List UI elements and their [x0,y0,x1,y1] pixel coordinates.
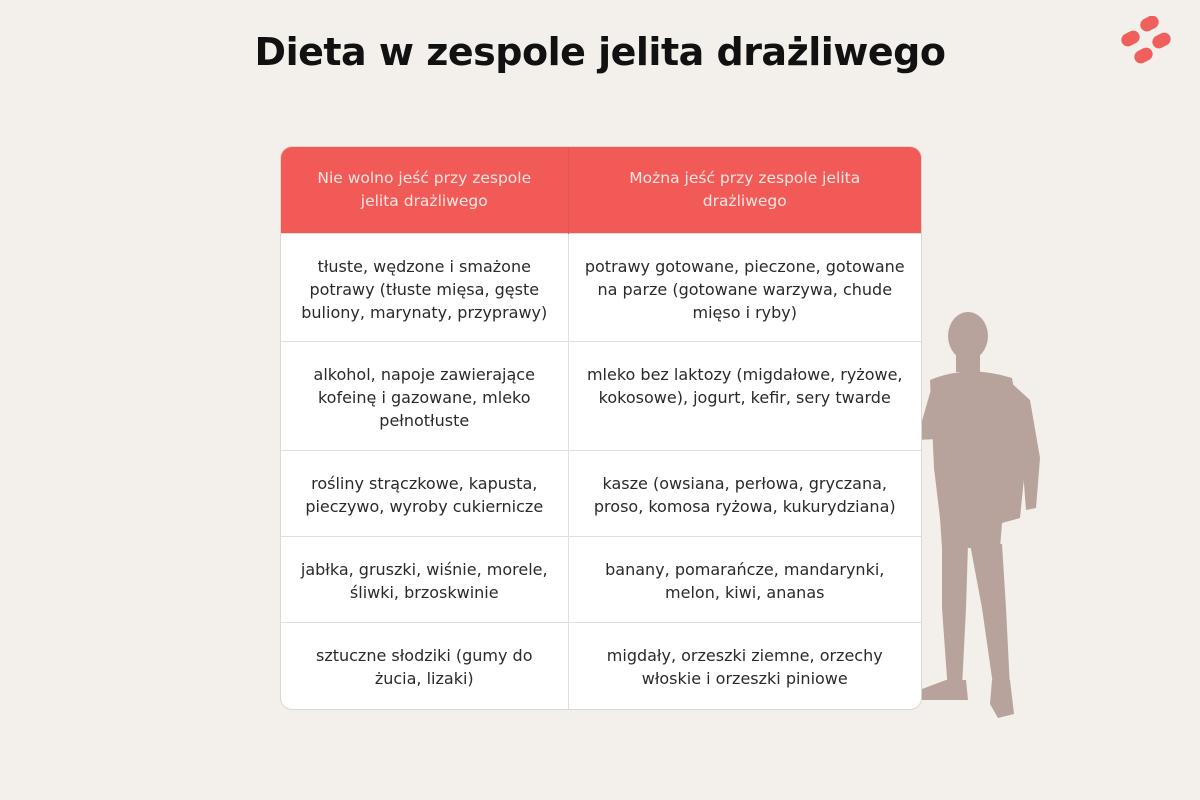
cell-not-allowed: tłuste, wędzone i smażone potrawy (tłuste mięsa, gęste buliony, marynaty, przyprawy) [281,234,568,342]
cell-allowed: mleko bez laktozy (migdałowe, ryżowe, kokosowe), jogurt, kefir, sery twarde [568,342,921,451]
table-row [281,623,921,710]
table-row [281,451,921,537]
cell-not-allowed: alkohol, napoje zawierające kofeinę i gazowane, mleko pełnotłuste [281,342,568,451]
header-allowed: Można jeść przy zespole jelita drażliwego [568,147,921,234]
table-row [281,342,921,451]
header-not-allowed: Nie wolno jeść przy zespole jelita drażliwego [281,147,568,234]
brand-logo-icon [1118,16,1176,66]
cell-allowed: kasze (owsiana, perłowa, gryczana, proso, komosa ryżowa, kukurydziana) [568,451,921,537]
cell-allowed: potrawy gotowane, pieczone, gotowane na parze (gotowane warzywa, chude mięso i ryby) [568,234,921,342]
cell-allowed: banany, pomarańcze, mandarynki, melon, kiwi, ananas [568,537,921,623]
table-header-row [281,147,921,234]
cell-not-allowed: rośliny strączkowe, kapusta, pieczywo, wyroby cukiernicze [281,451,568,537]
table-row [281,537,921,623]
cell-allowed: migdały, orzeszki ziemne, orzechy włoskie i orzeszki piniowe [568,623,921,710]
cell-not-allowed: sztuczne słodziki (gumy do żucia, lizaki) [281,623,568,710]
table-row [281,234,921,342]
page-title: Dieta w zespole jelita drażliwego [254,30,946,74]
cell-not-allowed: jabłka, gruszki, wiśnie, morele, śliwki, brzoskwinie [281,537,568,623]
diet-table [280,146,922,710]
